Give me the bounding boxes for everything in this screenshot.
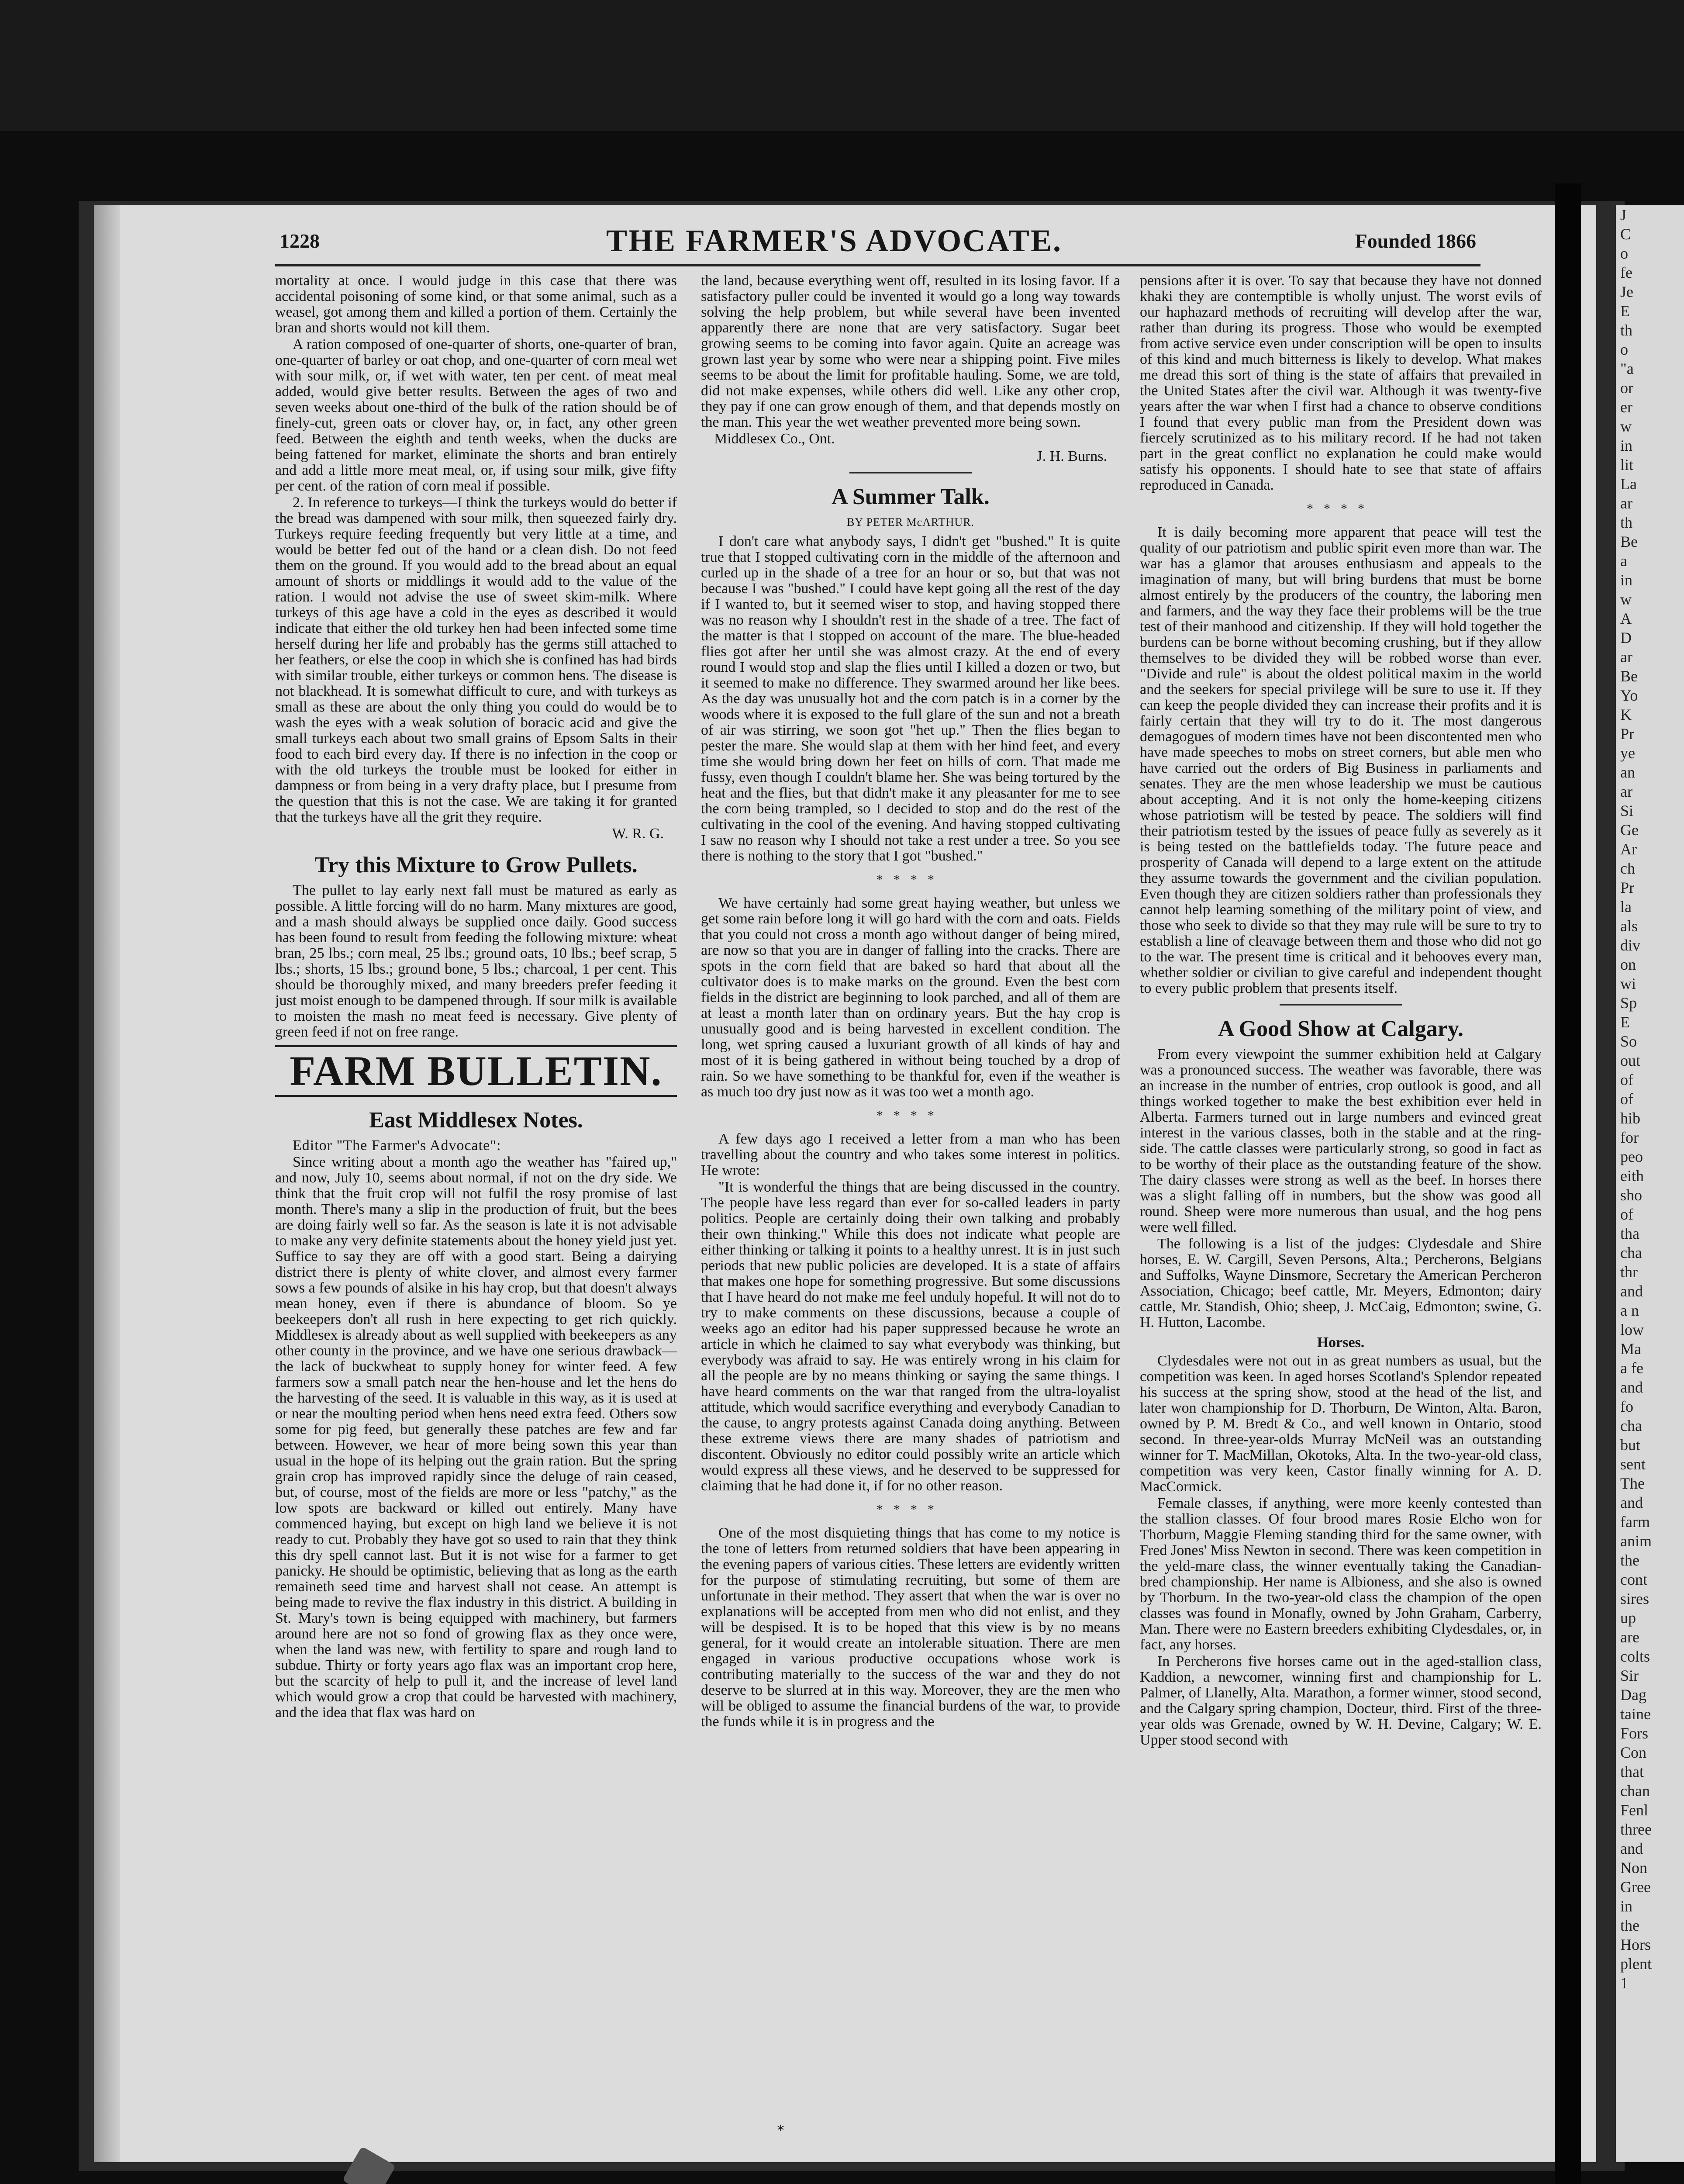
fragment-text: are — [1620, 1628, 1639, 1646]
fragment-text: and — [1620, 1494, 1643, 1511]
fragment-text: taine — [1620, 1705, 1651, 1723]
fragment-text: o — [1620, 341, 1628, 358]
header-rule — [275, 264, 1480, 266]
fragment-text: and — [1620, 1282, 1643, 1300]
fragment-text: low — [1620, 1321, 1644, 1338]
fragment-text: la — [1620, 898, 1632, 916]
section-stars: **** — [877, 1502, 945, 1517]
fragment-text: the — [1620, 1917, 1639, 1934]
article-paragraph: I don't care what anybody says, I didn't get "bushed." It is quite true that I stopped cultivating corn in the middle of the afternoon and curled up in the shade of a tree for an hour or so, but that was not because I was "bushed." I could have kept going all the rest of the day if I wanted to, but it seemed wiser to stop, and having stopped there was no reason why I shouldn't rest in the shade of a tree. The fact of the matter is that I stopped on account of the mare. The blue-headed flies got after her until she was almost crazy. At the end of every round I would stop and slap the flies until I killed a dozen or two, but it seemed to make no difference. They swarmed around her like bees. As the day was unusually hot and the corn patch is in a corner by the woods where it is exposed to the full glare of the sun and not a breath of air was stirring, we soon got "het up." Then the flies began to pester the mare. She would slap at them with her hind feet, and every time she would bring down her feet on hills of corn. That made me fussy, even though I couldn't blame her. She was being tortured by the heat and the flies, but that didn't make it any pleasanter for me to see the corn being trampled, so I decided to stop and do the rest of the cultivating in the cool of the evening. And having stopped cultivating I saw no reason why I should not take a rest under a tree. So you see there is nothing to the story that I got "bushed." — [701, 533, 1120, 864]
fragment-text: cha — [1620, 1417, 1642, 1434]
fragment-text: Hors — [1620, 1936, 1651, 1953]
fragment-text: of — [1620, 1090, 1633, 1108]
fragment-text: Pr — [1620, 879, 1635, 896]
fragment-text: Si — [1620, 802, 1634, 819]
fragment-text: Gree — [1620, 1878, 1651, 1896]
page-edge-shading — [94, 205, 120, 2162]
fragment-text: cont — [1620, 1571, 1647, 1588]
fragment-text: Con — [1620, 1744, 1647, 1761]
article-paragraph: A ration composed of one-quarter of shorts, one-quarter of bran, one-quarter of barley or oat chop, and one-quarter of corn meal wet with sour milk, or, if wet with water, ten per cent. of meat meal added, would give better results. Between the ages of two and seven weeks about one-third of the bulk of the ration should be of finely-cut, green oats or clover hay, or, in fact, any other green feed. Between the eighth and tenth weeks, when the ducks are being fattened for market, eliminate the shorts and bran entirely and add a little more meat meal, or, if using sour milk, give fifty per cent. of the ration of corn meal if possible. — [275, 336, 677, 494]
fragment-text: hib — [1620, 1109, 1641, 1127]
dateline-place — [701, 431, 1120, 447]
fragment-text: ar — [1620, 494, 1632, 512]
section-rule — [849, 472, 972, 473]
fragment-text: a fe — [1620, 1359, 1643, 1377]
fragment-text: that — [1620, 1763, 1644, 1780]
article-paragraph: Since writing about a month ago the weather has "faired up," and now, July 10, seems about normal, if not on the dry side. We think that the fruit crop will not fulfil the rosy promise of last month. There's many a slip in the production of fruit, but the bees are doing fairly well so far. As the season is late it is not advisable to make any very definite statements about the honey yield just yet. Suffice to say they are off with a good start. Being a dairying district there is plenty of white clover, and almost every farmer sows a few pounds of alsike in his hay crop, but that doesn't always mean honey, even if there is abundance of bloom. So ye beekeepers don't all rush in here expecting to get rich quickly. Middlesex is already about as well supplied with beekeepers as any other county in the province, and we have one serious drawback—the lack of buckwheat to supply honey for winter feed. A few farmers sow a small patch near the hen-house and let the hens do the harvesting of the seed. It is valuable in this way, as it is used at or near the moulting period when hens need extra feed. Others sow some for pig feed, but generally these patches are few and far between. However, we hear of more being sown this year than usual in the hope of its helping out the grain ration. But the spring grain crop has improved rapidly since the deluge of rain ceased, but, of course, most of the fields are more or less "patchy," as the low spots are backward or killed out entirely. Many have commenced haying, but except on high land we believe it is not ready to cut. Probably they have got so used to rain that they think this dry spell cannot last. But it is not wise for a farmer to get panicky. He should be optimistic, believing that as long as the earth remaineth seed time and harvest shall not cease. An attempt is being made to revive the flax industry in this district. A building in St. Mary's town is being equipped with machinery, but farmers around here are not so fond of growing flax as they once were, when the land was new, with fertility to spare and rough land to subdue. Thirty or forty years ago flax was an important crop here, but the scarcity of help to pull it, and the increase of level land which would grow a crop that could be harvested with machinery, and the idea that flax was hard on — [275, 1154, 677, 1721]
fragment-text: Ar — [1620, 840, 1637, 858]
masthead-title: THE FARMER'S ADVOCATE. — [606, 223, 1062, 258]
middlesex-heading: East Middlesex Notes. — [369, 1108, 583, 1133]
fragment-text: w — [1620, 591, 1632, 608]
fragment-text: Je — [1620, 283, 1633, 301]
fragment-text: E — [1620, 302, 1630, 320]
fragment-text: chan — [1620, 1782, 1650, 1800]
farm-bulletin-banner: FARM BULLETIN. — [275, 1045, 677, 1097]
fragment-text: Be — [1620, 533, 1638, 550]
byline: BY PETER McARTHUR. — [846, 516, 975, 529]
fragment-text: div — [1620, 936, 1641, 954]
column-3 — [1140, 273, 1542, 2147]
fragment-text: and — [1620, 1379, 1643, 1396]
fragment-text: the — [1620, 1552, 1639, 1569]
fragment-text: a — [1620, 552, 1627, 570]
article-paragraph: Female classes, if anything, were more keenly contested than the stallion classes. Of four brood mares Rosie Elcho won for Thorburn, Maggie Fleming standing third for the same owner, with Fred Jones' Miss Newton in second. There was keen competition in the yeld-mare class, the winner eventually taking the Canadian-bred championship. Her name is Albioness, and she also is owned by Thorburn. In the two-year-old class the champion of the open classes was found in Monafly, owned by John Graham, Carberry, Man. There were no Eastern breeders exhibiting Clydesdales, or, in fact, any horses. — [1140, 1495, 1542, 1653]
fragment-text: J — [1620, 206, 1627, 224]
section-rule — [1280, 1004, 1402, 1006]
founded-note: Founded 1866 — [1355, 230, 1476, 252]
fragment-text: of — [1620, 1071, 1633, 1089]
fragment-text: Non — [1620, 1859, 1647, 1876]
column-1 — [275, 273, 677, 2147]
section-stars: **** — [877, 872, 945, 887]
fragment-text: fe — [1620, 264, 1632, 281]
fragment-text: of — [1620, 1206, 1633, 1223]
fragment-text: K — [1620, 706, 1632, 723]
fragment-text: peo — [1620, 1148, 1643, 1165]
fragment-text: sho — [1620, 1186, 1643, 1204]
fragment-text: a n — [1620, 1302, 1639, 1319]
article-paragraph: We have certainly had some great haying weather, but unless we get some rain before long it will go hard with the corn and oats. Fields that you could not cross a month ago without danger of being mired, are now so that you are in danger of falling into the cracks. There are spots in the corn field that are baked so hard that about all the cultivator does is to make marks on the ground. Even the best corn fields in the district are beginning to look parched, and all of them are at least a month later than on ordinary years. But the hay crop is unusually good and is being harvested in excellent condition. The long, wet spring caused a luxuriant growth of all kinds of hay and most of it is being gathered in without being touched by a drop of rain. So we have something to be thankful for, even if the weather is as much too dry just now as it was too wet a month ago. — [701, 895, 1120, 1100]
article-paragraph: The following is a list of the judges: Clydesdale and Shire horses, E. W. Cargill, Seven Persons, Alta.; Percherons, Belgians and Suffolks, Wayne Dinsmore, Secretary the American Percheron Association, Chicago; beef cattle, Mr. Meyers, Edmonton; dairy cattle, Mr. Standish, Ohio; sheep, J. McCaig, Edmonton; swine, G. H. Hutton, Lacombe. — [1140, 1236, 1542, 1330]
fragment-text: Pr — [1620, 725, 1635, 743]
article-paragraph: "It is wonderful the things that are being discussed in the country. The people have less regard than ever for so-called leaders in party politics. People are certainly doing their own talking and probably their own thinking." While this does not indicate what people are either thinking or talking it points to a healthy unrest. It is in just such periods that new public policies are developed. It is a state of affairs that makes one hope for something progressive. But some discussions that I have heard do not make me feel unduly hopeful. It will not do to try to make comments on these discussions, because a couple of weeks ago an editor had his paper suppressed because he wrote an article in which he claimed to say what everybody was thinking, but everybody was afraid to say. He was entirely wrong in his claim for all the people are by no means thinking or saying the same things. I have heard comments on the war that ranged from the ultra-loyalist attitude, which would sacrifice everything and everybody Canadian to the cause, to angry protests against Canada doing anything. Between these extreme views there are many shades of patriotism and discontent. Obviously no editor could possibly write an article which would express all these views, and he deserved to be suppressed for claiming that he had done it, if for no other reason. — [701, 1179, 1120, 1494]
fragment-text: C — [1620, 225, 1631, 243]
fragment-text: sent — [1620, 1455, 1646, 1473]
fragment-text: wi — [1620, 975, 1636, 992]
article-paragraph: From every viewpoint the summer exhibition held at Calgary was a pronounced success. The weather was favorable, there was an increase in the number of entries, crop outlook is good, and all things worked together to make the best exhibition ever held in Alberta. Farmers turned out in large numbers and evinced great interest in the various classes, both in the stable and at the ring-side. The cattle classes were particularly strong, so good in fact as to be worthy of their place as the outstanding feature of the show. The dairy classes were strong as well as the beef. In horses there was a slight falling off in numbers, but the show was good all round. Sheep were more numerous than usual, and the hog pens were well filled. — [1140, 1046, 1542, 1235]
fragment-text: out — [1620, 1052, 1641, 1069]
fragment-text: but — [1620, 1436, 1641, 1454]
fragment-text: So — [1620, 1033, 1637, 1050]
fragment-text: thr — [1620, 1263, 1638, 1281]
fragment-text: th — [1620, 514, 1633, 531]
editor-salutation: Editor "The Farmer's Advocate": — [293, 1137, 501, 1154]
fragment-text: ar — [1620, 783, 1632, 800]
scan-dark-margin — [0, 0, 1684, 131]
fragment-text: eith — [1620, 1167, 1644, 1185]
fragment-text: for — [1620, 1129, 1639, 1146]
fragment-text: colts — [1620, 1648, 1650, 1665]
fragment-text: and — [1620, 1840, 1643, 1857]
fragment-text: plent — [1620, 1955, 1652, 1973]
column-2 — [701, 273, 1120, 2147]
fragment-text: Dag — [1620, 1686, 1646, 1704]
article-paragraph: mortality at once. I would judge in this case that there was accidental poisoning of some kind, or that some animal, such as a weasel, got among them and killed a portion of them. Certainly the bran and shorts would not kill them. — [275, 273, 677, 336]
fragment-text: The — [1620, 1475, 1645, 1492]
fragment-text: La — [1620, 475, 1637, 493]
fragment-text: Ge — [1620, 821, 1639, 839]
article-paragraph: A few days ago I received a letter from a man who has been travelling about the country and who takes some interest in politics. He wrote: — [701, 1131, 1120, 1178]
fragment-text: er — [1620, 398, 1632, 416]
fragment-text: A — [1620, 610, 1632, 627]
fragment-text: Fors — [1620, 1724, 1649, 1742]
fragment-text: farm — [1620, 1513, 1650, 1531]
fragment-text: Sp — [1620, 994, 1637, 1012]
fragment-text: o — [1620, 245, 1628, 262]
fragment-text: Sir — [1620, 1667, 1639, 1684]
fragment-text: ye — [1620, 744, 1635, 762]
horses-subheading: Horses. — [1317, 1334, 1365, 1351]
signature: J. H. Burns. — [1036, 448, 1107, 464]
pullets-heading: Try this Mixture to Grow Pullets. — [314, 853, 638, 878]
section-stars: **** — [1307, 501, 1375, 516]
fragment-text: ar — [1620, 648, 1632, 666]
article-paragraph: Clydesdales were not out in as great numbers as usual, but the competition was keen. In aged horses Scotland's Splendor repeated his success at the spring show, stood at the head of the list, and later won championship for D. Thorburn, De Winton, Alta. Baron, owned by P. M. Bredt & Co., and well known in Ontario, stood second. In three-year-olds Murray McNeil was an outstanding winner for T. MacMillan, Okotoks, Alta. In the two-year-old class, competition was very keen, Castor finally winning for A. D. MacCormick. — [1140, 1353, 1542, 1495]
fragment-text: Fenl — [1620, 1801, 1649, 1819]
page-header — [280, 223, 1476, 262]
calgary-heading: A Good Show at Calgary. — [1218, 1016, 1463, 1041]
book-binding-gutter — [1555, 183, 1581, 2184]
fragment-text: ch — [1620, 860, 1635, 877]
article-paragraph: One of the most disquieting things that has come to my notice is the tone of letters from returned soldiers that have been appearing in the evening papers of various cities. These letters are evidently written for the purpose of stimulating recruiting, but some of them are unfortunate in their method. They assert that when the war is over no explanations will be accepted from men who did not enlist, and they will be despised. It is to be hoped that this view is by no means general, for it would create an intolerable situation. There are men engaged in various productive occupations whose work is contributing materially to the success of the war and they do not deserve to be slurred at in this way. Moreover, they are the men who will be obliged to assume the financial burdens of the war, to provide the funds while it is in progress and the — [701, 1525, 1120, 1730]
fragment-text: sires — [1620, 1590, 1649, 1607]
fragment-text: cha — [1620, 1244, 1642, 1261]
fragment-text: or — [1620, 379, 1633, 397]
fragment-text: th — [1620, 321, 1633, 339]
fragment-text: on — [1620, 956, 1636, 973]
fragment-text: three — [1620, 1821, 1652, 1838]
fragment-text: D — [1620, 629, 1632, 646]
fragment-text: als — [1620, 917, 1638, 935]
fragment-text: fo — [1620, 1398, 1633, 1415]
article-paragraph: pensions after it is over. To say that because they have not donned khaki they are contemptible is wholly unjust. The worst evils of our haphazard methods of recruiting will develop after the war, rather than during its progress. Those who would be exempted from active service even under conscription will be open to insults of this kind and much bitterness is likely to develop. What makes me dread this sort of thing is the state of affairs that prevailed in the United States after the civil war. Although it was twenty-five years after the war when I first had a chance to observe conditions I found that every public man from the President down was fiercely scrutinized as to his military record. If he had not taken part in the great conflict no explanation he could make would satisfy his opponents. I should hate to see that state of affairs reproduced in Canada. — [1140, 273, 1542, 493]
fragment-text: in — [1620, 571, 1633, 589]
fragment-text: "a — [1620, 360, 1634, 377]
fragment-text: Yo — [1620, 687, 1638, 704]
fragment-text: lit — [1620, 456, 1634, 473]
fragment-text: 1 — [1620, 1974, 1628, 1992]
fragment-text: in — [1620, 437, 1633, 454]
fragment-text: E — [1620, 1013, 1630, 1031]
article-paragraph: In Percherons five horses came out in the aged-stallion class, Kaddion, a newcomer, winning first and championship for L. Palmer, of Llanelly, Alta. Marathon, a former winner, stood second, and the Calgary spring champion, Docteur, third. First of the three-year olds was Grenade, owned by W. H. Devine, Calgary; W. E. Upper stood second with — [1140, 1653, 1542, 1748]
fragment-text: Be — [1620, 667, 1638, 685]
place-name: Middlesex Co., Ont. — [714, 431, 835, 447]
article-paragraph: the land, because everything went off, resulted in its losing favor. If a satisfactory puller could be invented it would go a long way towards solving the help problem, but while several have been invented apparently there are none that are very satisfactory. Sugar beet growing seems to be coming into favor again. Quite an acreage was grown last year by some who were near a shipping point. Five miles seems to be about the limit for profitable hauling. Some, we are told, did not make expenses, while others did well. Like any other crop, they pay if one can grow enough of them, and that depends mostly on the man. This year the wet weather prevented more being sown. — [701, 273, 1120, 430]
fragment-text: anim — [1620, 1532, 1652, 1550]
page-number: 1228 — [280, 230, 320, 252]
article-paragraph: It is daily becoming more apparent that peace will test the quality of our patriotism and public spirit even more than war. The war has a glamor that arouses enthusiasm and appeals to the imagination of many, but will bring burdens that must be borne almost entirely by the producers of the country, the laboring men and farmers, and the way they face their problems will be the true test of their manhood and citizenship. If they will hold together the burdens can be borne without becoming crushing, but if they allow themselves to be divided they will be robbed worse than ever. "Divide and rule" is about the oldest political maxim in the world and the seekers for special privilege will be sure to use it. If they can keep the people divided they can increase their profits and it is fairly certain that they will try to do it. The most dangerous demagogues of modern times have not been discontented men who have made speeches to mobs on street corners, but able men who have carried out the orders of Big Business in parliaments and senates. They are the men whose leadership we must be cautious about accepting. And it is not only the home-keeping citizens whose patriotism will be tested by peace. The soldiers will find their patriotism tested by the issues of peace fully as severely as it is being tested on the battlefields today. The future peace and prosperity of Canada will depend to a large extent on the attitude they assume towards the government and the civilian population. Even though they are citizen soldiers rather than professionals they cannot help learning something of the military point of view, and those who seek to divide so that they may rule will be sure to try to establish a line of cleavage between them and those who did not go to the war. The present time is critical and it behooves every man, whether soldier or civilian to give careful and independent thought to every public problem that presents itself. — [1140, 524, 1542, 996]
article-paragraph: 2. In reference to turkeys—I think the turkeys would do better if the bread was dampened with sour milk, then squeezed fairly dry. Turkeys require feeding frequently but very little at a time, and would be better fed out of the hand or a clean dish. Do not feed them on the ground. If you would add to the bread about an equal amount of shorts or middlings it would add to the value of the ration. I would not advise the use of sweet skim-milk. Where turkeys of this age have a cold in the eyes as described it would indicate that either the old turkey hen had been infected some time herself during her life and probably has the germs still attached to her feathers, or else the coop in which she is confined has had birds with similar trouble, either turkeys or common hens. The disease is not blackhead. It is somewhat difficult to cure, and with turkeys as small as these are about the only thing you could do would be to wash the eyes with a weak solution of boracic acid and give the small turkeys each about two small grains of Epsom Salts in their food to each bird every day. If there is no infection in the coop or with the old turkeys the trouble must be looked for either in dampness or from being in a very drafty place, but I presume from the question that this is not the case. We are taking it for granted that the turkeys have all the grit they require. — [275, 494, 677, 825]
folio-mark: * — [777, 2123, 784, 2138]
signature: W. R. G. — [612, 826, 664, 842]
fragment-text: tha — [1620, 1225, 1639, 1242]
fragment-text: Ma — [1620, 1340, 1641, 1358]
next-page-fragment — [1616, 205, 1684, 2162]
fragment-text: in — [1620, 1897, 1633, 1915]
summer-talk-heading: A Summer Talk. — [832, 484, 990, 509]
fragment-text: up — [1620, 1609, 1636, 1627]
section-stars: **** — [877, 1108, 945, 1123]
article-paragraph: The pullet to lay early next fall must be matured as early as possible. A little forcing will do no harm. Many mixtures are good, and a mash should always be supplied once daily. Good success has been found to result from feeding the following mixture: wheat bran, 25 lbs.; corn meal, 25 lbs.; ground oats, 10 lbs.; beef scrap, 5 lbs.; shorts, 15 lbs.; ground bone, 5 lbs.; charcoal, 1 per cent. This should be thoroughly mixed, and many breeders prefer feeding it just moist enough to be dampened through. If sour milk is available to moisten the mash no meat feed is necessary. Give plenty of green feed if not on free range. — [275, 882, 677, 1040]
fragment-text: an — [1620, 764, 1635, 781]
fragment-text: w — [1620, 418, 1632, 435]
